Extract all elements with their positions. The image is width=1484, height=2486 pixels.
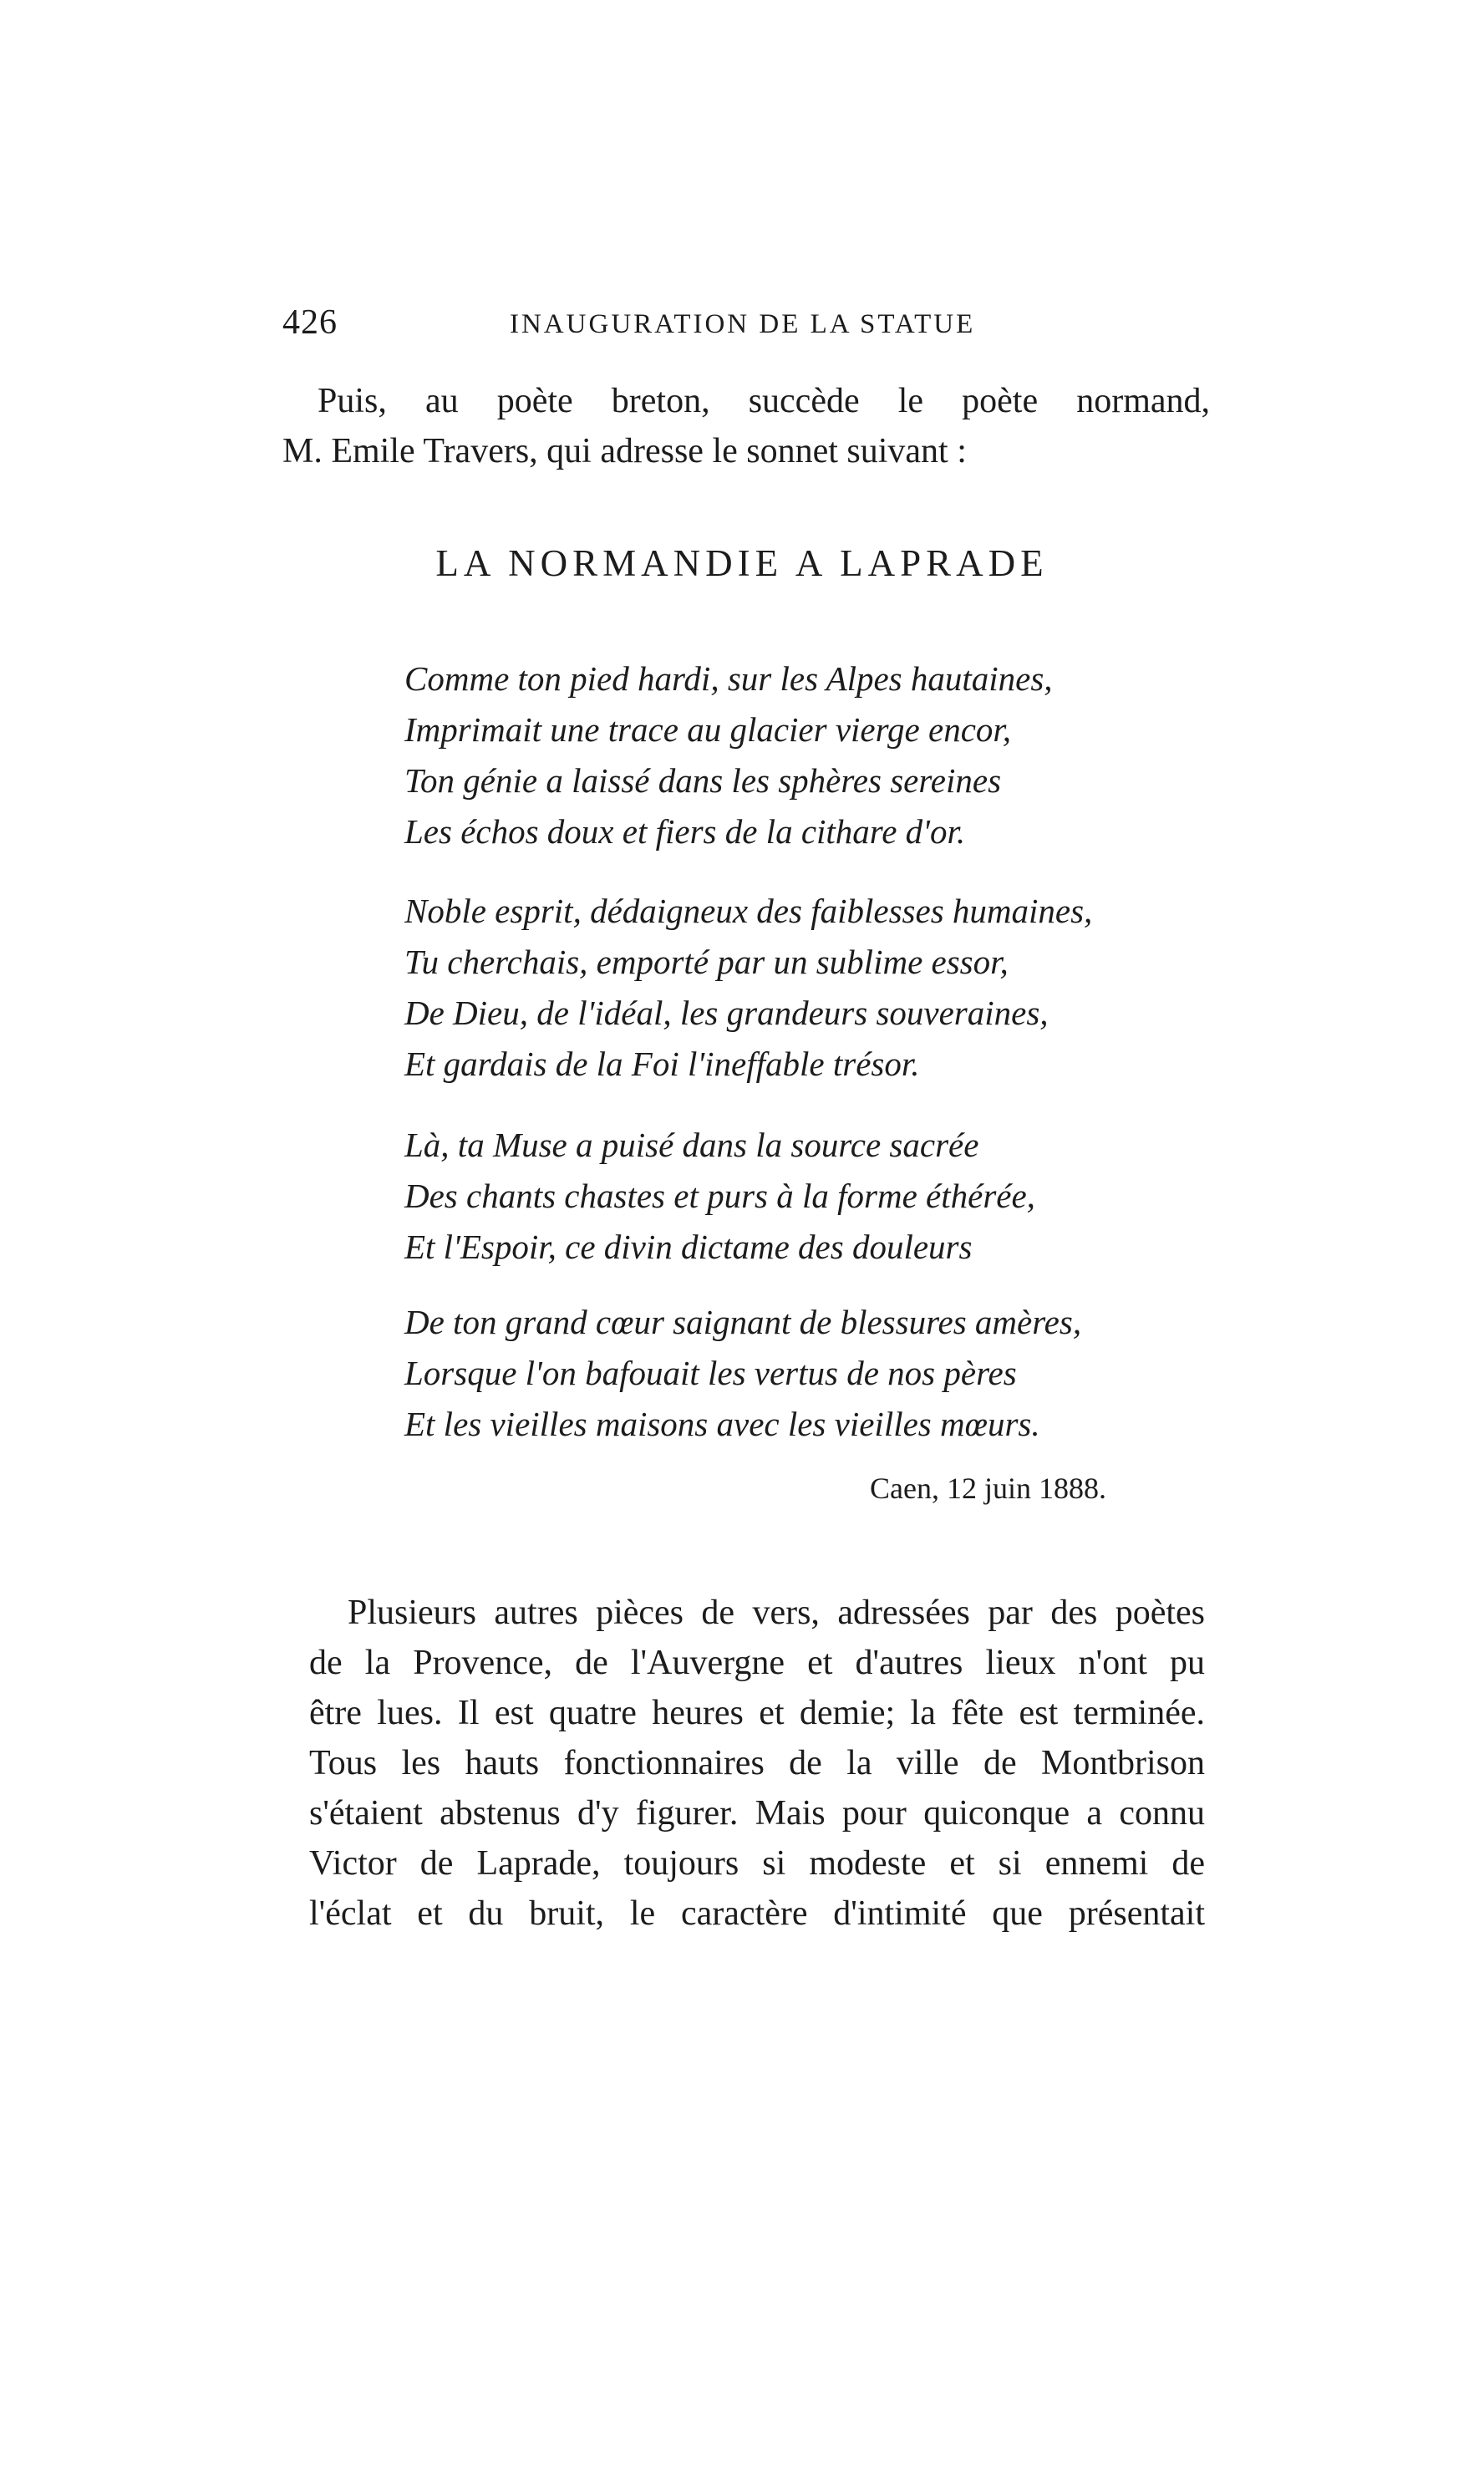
poem-verse: Imprimait une trace au glacier vierge encor, <box>404 710 1012 749</box>
poem-verse: Et l'Espoir, ce divin dictame des douleurs <box>404 1228 973 1266</box>
paragraph-line: Plusieurs autres pièces de vers, adressées par des poètes <box>348 1594 1205 1632</box>
poem-stanza-3 <box>404 1120 1156 1273</box>
page-number: 426 <box>282 303 338 342</box>
running-head: INAUGURATION DE LA STATUE <box>510 309 976 339</box>
poem-verse: De Dieu, de l'idéal, les grandeurs souveraines, <box>404 994 1049 1032</box>
poem-verse: Ton génie a laissé dans les sphères sereines <box>404 761 1002 800</box>
poem-title: LA NORMANDIE A LAPRADE <box>435 542 1049 584</box>
poem-verse: Comme ton pied hardi, sur les Alpes hautaines, <box>404 659 1053 698</box>
poem-verse: Et les vieilles maisons avec les vieilles mœurs. <box>404 1405 1040 1443</box>
poem-verse: Là, ta Muse a puisé dans la source sacrée <box>404 1126 979 1164</box>
poem-stanza-2 <box>404 886 1156 1090</box>
paragraph-line: de la Provence, de l'Auvergne et d'autres lieux n'ont pu <box>309 1644 1205 1682</box>
poem-verse: De ton grand cœur saignant de blessures amères, <box>404 1303 1082 1341</box>
poem-verse: Des chants chastes et purs à la forme éthérée, <box>404 1177 1035 1215</box>
page-header <box>282 302 1210 353</box>
poem-stanza-4 <box>404 1297 1156 1450</box>
poem-verse: Tu cherchais, emporté par un sublime essor, <box>404 943 1009 981</box>
poem-dateline: Caen, 12 juin 1888. <box>870 1472 1106 1505</box>
poem-stanza-1 <box>404 653 1156 857</box>
intro-line: Puis, au poète breton, succède le poète normand, <box>318 382 1210 420</box>
poem-verse: Les échos doux et fiers de la cithare d'or. <box>404 812 966 851</box>
paragraph-line: être lues. Il est quatre heures et demie; la fête est terminée. <box>309 1694 1205 1732</box>
body-paragraph <box>309 1588 1205 1939</box>
paragraph-line: Victor de Laprade, toujours si modeste et si ennemi de <box>309 1844 1205 1883</box>
poem-verse: Noble esprit, dédaigneux des faiblesses humaines, <box>404 892 1093 930</box>
intro-paragraph <box>282 376 1210 476</box>
intro-line: M. Emile Travers, qui adresse le sonnet suivant : <box>282 432 967 470</box>
paragraph-line: s'étaient abstenus d'y figurer. Mais pour quiconque a connu <box>309 1794 1205 1833</box>
poem-verse: Lorsque l'on bafouait les vertus de nos pères <box>404 1354 1017 1392</box>
poem-verse: Et gardais de la Foi l'ineffable trésor. <box>404 1045 920 1083</box>
paragraph-line: Tous les hauts fonctionnaires de la ville de Montbrison <box>309 1744 1205 1782</box>
paragraph-line: l'éclat et du bruit, le caractère d'intimité que présentait <box>309 1894 1205 1933</box>
